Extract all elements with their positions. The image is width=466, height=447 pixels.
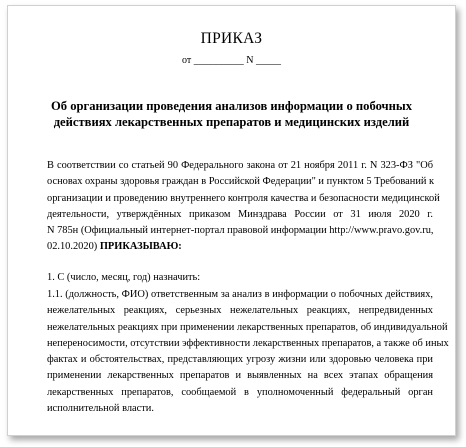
document-heading bbox=[8, 98, 455, 130]
item-line: 1.1. (должность, ФИО) ответственным за анализ в информации о побочных действиях, bbox=[47, 289, 433, 300]
preamble-line: N 785н (Официальный интернет-портал правовой информации http://www.pravo.gov.ru, bbox=[47, 225, 434, 237]
preamble-line: В соответствии со статьей 90 Федерального закона от 21 ноября 2011 г. N 323-ФЗ "Об bbox=[47, 160, 433, 171]
preamble-line: деятельности, утверждённых приказом Минздрава России от 31 июля 2020 г. bbox=[47, 208, 433, 220]
heading-line: действиях лекарственных препаратов и медицинских изделий bbox=[53, 115, 410, 129]
preamble-line: основах охраны здоровья граждан в Российской Федерации" и пунктом 5 Требований к bbox=[47, 176, 435, 188]
item-line: нежелательных реакциях, серьезных нежелательных реакциях, непредвиденных bbox=[47, 305, 433, 317]
document-title: ПРИКАЗ bbox=[200, 30, 263, 47]
heading-line: Об организации проведения анализов информации о побочных bbox=[50, 99, 413, 113]
item-last-line: исполнительной власти. bbox=[47, 403, 154, 415]
item-1-title: 1. С (число, месяц, год) назначить: bbox=[47, 272, 201, 283]
preamble-last-line bbox=[47, 239, 433, 255]
item-line: применении лекарственных препаратов и выявленных на всех этапах обращения bbox=[47, 370, 433, 382]
command-word: ПРИКАЗЫВАЮ: bbox=[99, 241, 182, 253]
item-line: нежелательных реакциях при применении лекарственных препаратов, об индивидуальной bbox=[47, 321, 448, 333]
item-line: фактах и обстоятельствах, представляющих угрозу жизни или здоровью человека при bbox=[47, 354, 433, 366]
preamble-line: организации и проведению внутреннего контроля качества и безопасности медицинской bbox=[47, 192, 440, 204]
preamble-last-text: 02.10.2020) bbox=[47, 241, 100, 253]
order-number-line: от __________ N _____ bbox=[182, 55, 281, 66]
document-page bbox=[7, 5, 456, 436]
preamble-paragraph bbox=[47, 158, 440, 256]
item-1-1-paragraph bbox=[47, 287, 449, 417]
item-line: непереносимости, отсутствии эффективности лекарственных препаратов, а также об иных bbox=[47, 337, 449, 349]
item-line: лекарственных препаратов, сообщаемой в уполномоченный федеральный орган bbox=[47, 386, 433, 398]
